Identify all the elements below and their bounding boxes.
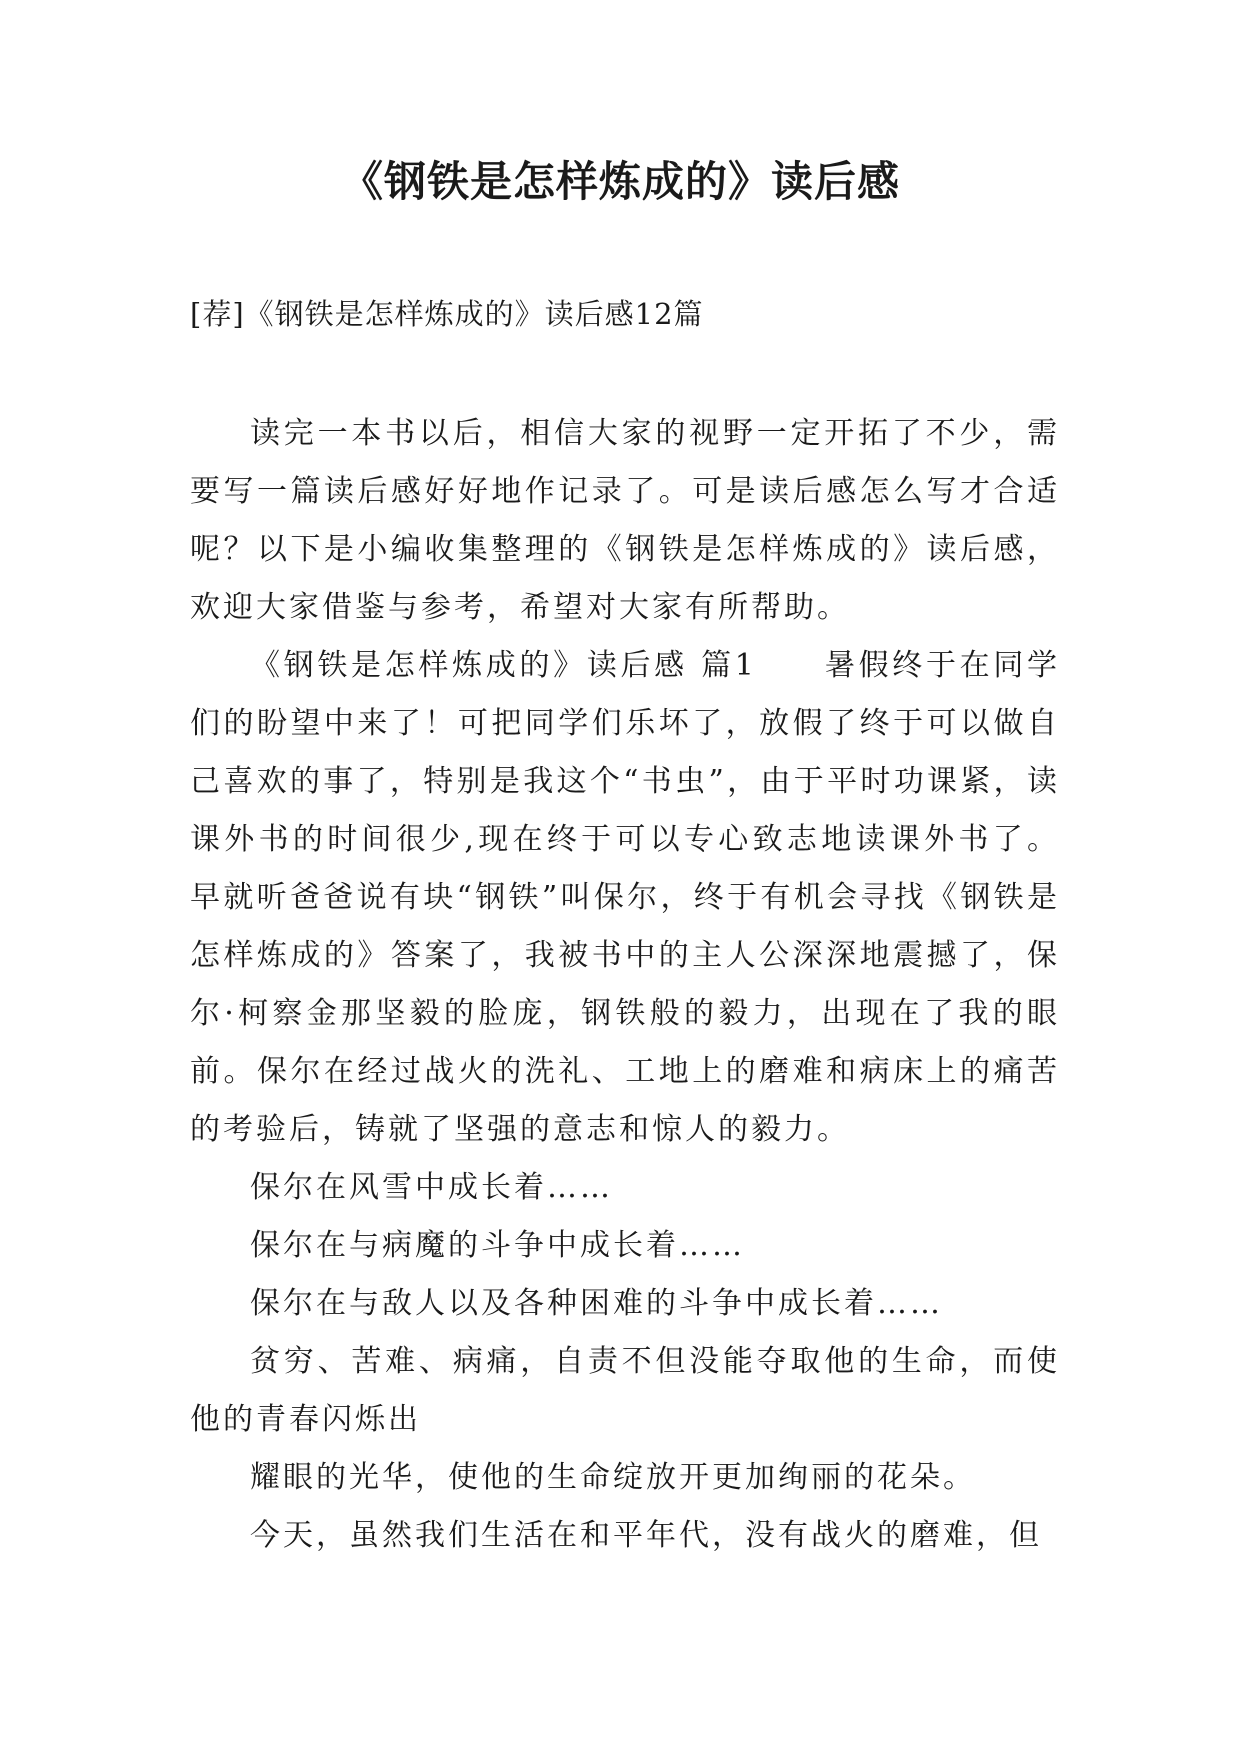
paragraph-hardship: 贫穷、苦难、病痛，自责不但没能夺取他的生命，而使他的青春闪烁出 [190,1344,1060,1437]
paragraph-part-1: 《钢铁是怎样炼成的》读后感 篇1 暑假终于在同学们的盼望中来了！可把同学们乐坏了，放假了终于可以做自己喜欢的事了，特别是我这个“书虫”，由于平时功课紧，读课外书的时间很少,现在终于可以专心致志地读课外书了。早就听爸爸说有块“钢铁”叫保尔，终于有机会寻找《钢铁是怎样炼成的》答案了，我被书中的主人公深深地震撼了，保尔·柯察金那坚毅的脸庞，钢铁般的毅力，出现在了我的眼前。保尔在经过战火的洗礼、工地上的磨难和病床上的痛苦的考验后，铸就了坚强的意志和惊人的毅力。 [190,648,1060,1147]
paragraph-illness: 保尔在与病魔的斗争中成长着…… [250,1228,745,1263]
document-title: 《钢铁是怎样炼成的》读后感 [340,157,900,206]
paragraph-intro: 读完一本书以后，相信大家的视野一定开拓了不少，需要写一篇读后感好好地作记录了。可是读后感怎么写才合适呢？以下是小编收集整理的《钢铁是怎样炼成的》读后感，欢迎大家借鉴与参考，希望对大家有所帮助。 [190,416,1060,625]
paragraph-today: 今天，虽然我们生活在和平年代，没有战火的磨难，但 [250,1518,1042,1553]
document-subtitle: [荐]《钢铁是怎样炼成的》读后感12篇 [190,297,704,331]
paragraph-radiance: 耀眼的光华，使他的生命绽放开更加绚丽的花朵。 [250,1460,976,1495]
paragraph-snow: 保尔在风雪中成长着…… [250,1170,613,1205]
document-body [190,405,1060,1565]
paragraph-enemies: 保尔在与敌人以及各种困难的斗争中成长着…… [250,1286,943,1321]
